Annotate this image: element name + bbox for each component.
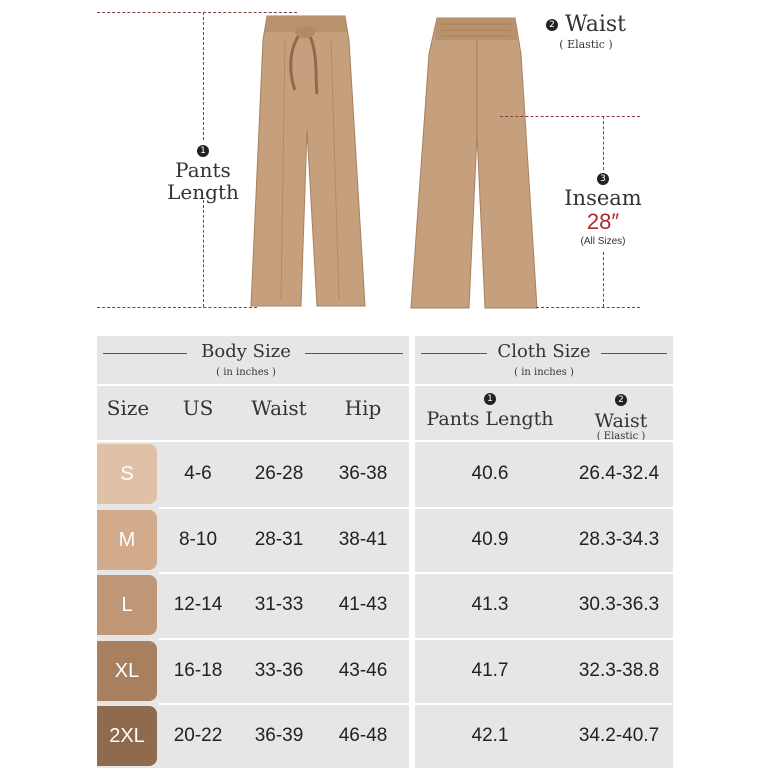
cell-waist: 26-28 [254, 463, 304, 484]
header-cloth-waist-number-icon: 2 [615, 394, 627, 406]
cloth-size-rule-right [601, 353, 667, 354]
size-badge: S [97, 444, 157, 504]
cell-pants-length: 41.7 [471, 659, 509, 681]
cell-cloth-waist: 28.3-34.3 [578, 528, 660, 550]
header-pants-length [415, 388, 565, 431]
row-separator [159, 638, 409, 640]
header-cloth-waist [571, 388, 671, 442]
cell-hip: 36-38 [338, 463, 388, 484]
size-badge: 2XL [97, 706, 157, 766]
cell-hip: 43-46 [338, 659, 388, 681]
size-badge: M [97, 510, 157, 570]
pants-length-guide-lower [203, 200, 204, 307]
body-size-title-block [187, 336, 305, 384]
inseam-guide-lower [603, 252, 604, 307]
header-cloth-waist-note: ( Elastic ) [596, 431, 646, 442]
size-badge: L [97, 575, 157, 635]
pants-length-guide [203, 12, 204, 140]
cell-us: 16-18 [173, 659, 223, 681]
body-size-unit: ( in inches ) [216, 367, 276, 378]
header-hip: Hip [344, 396, 382, 420]
header-size: Size [106, 396, 150, 420]
waist-label-text: Waist [565, 12, 626, 37]
inseam-value: 28″ [586, 209, 620, 234]
inseam-bottom-guide [536, 307, 640, 308]
inseam-label-text: Inseam [564, 186, 642, 210]
cell-waist: 36-39 [254, 725, 304, 746]
cell-us: 4-6 [184, 463, 212, 484]
cell-waist: 28-31 [254, 528, 304, 550]
header-pants-length-text: Pants Length [426, 408, 554, 430]
pants-length-label-line1: Pants [175, 158, 231, 182]
back-pants-image [405, 14, 545, 312]
cell-waist: 33-36 [254, 659, 304, 681]
inseam-label [556, 168, 650, 209]
cell-waist: 31-33 [254, 594, 304, 615]
cell-cloth-waist: 34.2-40.7 [578, 725, 660, 746]
waist-label-note: ( Elastic ) [559, 38, 613, 51]
cell-cloth-waist: 32.3-38.8 [578, 659, 660, 681]
product-illustration [0, 0, 768, 330]
cell-hip: 38-41 [338, 528, 388, 550]
waist-number-icon: 2 [546, 19, 558, 31]
row-separator [159, 703, 409, 705]
row-separator [415, 507, 673, 509]
cell-hip: 41-43 [338, 594, 388, 615]
row-separator [415, 703, 673, 705]
cloth-size-panel [415, 336, 673, 768]
body-header-separator [97, 440, 409, 442]
inseam-note: (All Sizes) [580, 236, 626, 247]
cell-hip: 46-48 [338, 725, 388, 746]
pants-length-bottom-guide [97, 307, 257, 308]
cloth-header-separator [415, 440, 673, 442]
header-us: US [182, 396, 214, 420]
cloth-size-rule-left [421, 353, 487, 354]
body-size-title: Body Size [201, 341, 291, 362]
cell-us: 8-10 [178, 528, 218, 550]
size-chart-table [97, 336, 673, 768]
inseam-guide [603, 116, 604, 170]
body-size-rule-left [103, 353, 187, 354]
pants-length-label-line2: Length [167, 180, 239, 204]
row-separator [415, 638, 673, 640]
cloth-size-unit: ( in inches ) [514, 367, 574, 378]
inseam-number-icon: 3 [597, 173, 609, 185]
cell-pants-length: 42.1 [471, 725, 509, 746]
header-pants-length-number-icon: 1 [484, 393, 496, 405]
row-separator [159, 507, 409, 509]
header-cloth-waist-text: Waist [594, 410, 648, 432]
cloth-size-title-block [487, 336, 601, 384]
cell-us: 20-22 [173, 725, 223, 746]
row-separator [415, 572, 673, 574]
pants-length-label [160, 140, 246, 203]
cell-pants-length: 40.9 [471, 528, 509, 550]
front-pants-image [245, 10, 375, 310]
row-separator [159, 572, 409, 574]
cell-us: 12-14 [173, 594, 223, 615]
body-size-panel [97, 336, 409, 768]
cell-cloth-waist: 30.3-36.3 [578, 594, 660, 615]
body-title-separator [97, 384, 409, 386]
size-badge: XL [97, 641, 157, 701]
cloth-title-separator [415, 384, 673, 386]
header-waist: Waist [251, 396, 307, 420]
waist-label [536, 12, 636, 51]
pants-length-number-icon: 1 [197, 145, 209, 157]
cell-cloth-waist: 26.4-32.4 [578, 463, 660, 484]
inseam-top-guide [500, 116, 640, 117]
cloth-size-title: Cloth Size [497, 341, 591, 362]
body-size-rule-right [305, 353, 403, 354]
cell-pants-length: 41.3 [471, 594, 509, 615]
cell-pants-length: 40.6 [471, 463, 509, 484]
